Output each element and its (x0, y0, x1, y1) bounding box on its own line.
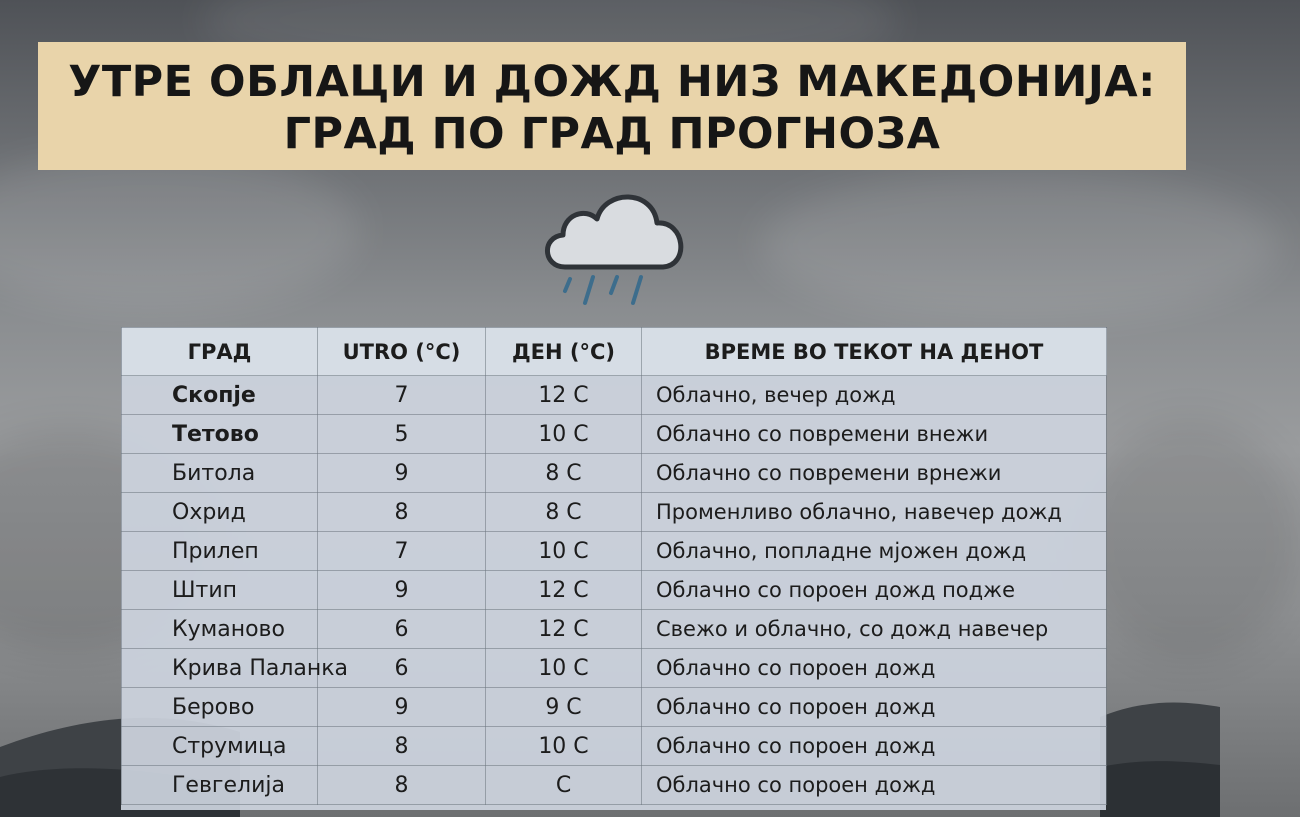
table-row (122, 766, 1107, 805)
morning-temp-cell: 9 (318, 571, 486, 610)
background-cloud (0, 150, 360, 310)
morning-temp-cell: 8 (318, 727, 486, 766)
table-row (122, 610, 1107, 649)
background-cloud (760, 170, 1280, 320)
table-row (122, 376, 1107, 415)
weather-desc-cell: Облачно со пороен дожд (642, 727, 1107, 766)
day-temp-cell: 8 C (486, 493, 642, 532)
city-cell: Крива Паланка (122, 649, 318, 688)
table-row (122, 571, 1107, 610)
table-row (122, 727, 1107, 766)
day-temp-cell: 10 C (486, 532, 642, 571)
weather-desc-cell: Променливо облачно, навечер дожд (642, 493, 1107, 532)
cloud-rain-icon (535, 185, 690, 315)
weather-desc-cell: Облачно со повремени внежи (642, 415, 1107, 454)
city-cell: Охрид (122, 493, 318, 532)
morning-temp-cell: 8 (318, 766, 486, 805)
day-temp-cell: 12 C (486, 610, 642, 649)
morning-temp-cell: 9 (318, 454, 486, 493)
day-temp-cell: 10 C (486, 727, 642, 766)
weather-desc-cell: Свежо и облачно, со дожд навечер (642, 610, 1107, 649)
morning-temp-cell: 6 (318, 649, 486, 688)
day-temp-cell: 8 C (486, 454, 642, 493)
table-row (122, 532, 1107, 571)
city-cell: Берово (122, 688, 318, 727)
weather-desc-cell: Облачно со повремени врнежи (642, 454, 1107, 493)
weather-desc-cell: Облачно со пороен дожд подже (642, 571, 1107, 610)
day-temp-cell: 12 C (486, 571, 642, 610)
morning-temp-cell: 7 (318, 532, 486, 571)
weather-desc-cell: Облачно со пороен дожд (642, 766, 1107, 805)
forecast-table (121, 327, 1106, 810)
table-row (122, 415, 1107, 454)
city-cell: Скопје (122, 376, 318, 415)
header-day-temp: ДЕН (°C) (486, 328, 642, 376)
weather-desc-cell: Облачно со пороен дожд (642, 688, 1107, 727)
morning-temp-cell: 7 (318, 376, 486, 415)
header-city: ГРАД (122, 328, 318, 376)
morning-temp-cell: 9 (318, 688, 486, 727)
title-line-2: ГРАД ПО ГРАД ПРОГНОЗА (283, 109, 941, 159)
day-temp-cell: 12 C (486, 376, 642, 415)
title-banner (38, 42, 1186, 170)
title-line-1: УТРЕ ОБЛАЦИ И ДОЖД НИЗ МАКЕДОНИЈА: (68, 57, 1156, 107)
morning-temp-cell: 6 (318, 610, 486, 649)
city-cell: Тетово (122, 415, 318, 454)
day-temp-cell: 9 C (486, 688, 642, 727)
city-cell: Струмица (122, 727, 318, 766)
table-row (122, 493, 1107, 532)
city-cell: Куманово (122, 610, 318, 649)
morning-temp-cell: 5 (318, 415, 486, 454)
day-temp-cell: 10 C (486, 649, 642, 688)
header-weather-desc: ВРЕМЕ ВО ТЕКОТ НА ДЕНОТ (642, 328, 1107, 376)
day-temp-cell: 10 C (486, 415, 642, 454)
city-cell: Гевгелија (122, 766, 318, 805)
table-row (122, 454, 1107, 493)
table-row (122, 649, 1107, 688)
table-header-row (122, 328, 1107, 376)
background-cloud (1080, 420, 1300, 660)
day-temp-cell: C (486, 766, 642, 805)
weather-desc-cell: Облачно, попладне мјожен дожд (642, 532, 1107, 571)
weather-desc-cell: Облачно, вечер дожд (642, 376, 1107, 415)
morning-temp-cell: 8 (318, 493, 486, 532)
city-cell: Штип (122, 571, 318, 610)
city-cell: Битола (122, 454, 318, 493)
city-cell: Прилеп (122, 532, 318, 571)
weather-desc-cell: Облачно со пороен дожд (642, 649, 1107, 688)
header-morning-temp: UTRO (°C) (318, 328, 486, 376)
table-row (122, 688, 1107, 727)
